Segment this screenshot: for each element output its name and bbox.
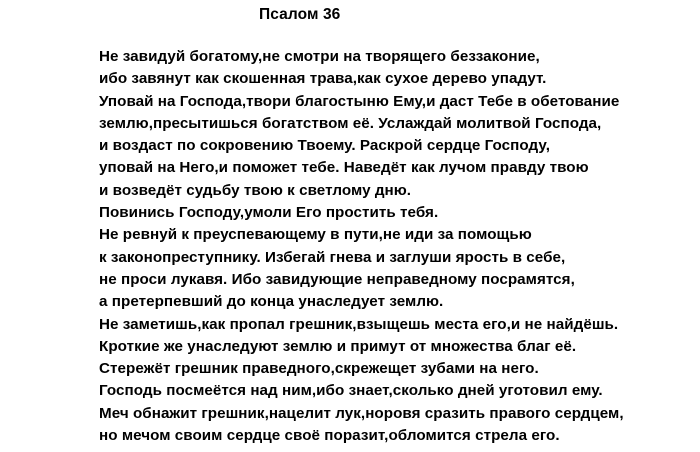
document-title: Псалом 36 [259,6,341,23]
text-line-7: и возведёт судьбу твою к светлому дню. [99,181,412,199]
text-line-11: не проси лукавя. Ибо завидующие неправедному посрамятся, [99,270,575,288]
text-line-8: Повинись Господу,умоли Его простить тебя. [99,204,439,222]
text-line-6: уповай на Него,и поможет тебе. Наведёт как лучом правду твою [99,159,589,177]
text-line-14: Кроткие же унаследуют землю и примут от множества благ её. [99,337,577,355]
psalm-text [99,46,624,447]
text-line-10: к законопреступнику. Избегай гнева и заглуши ярость в себе, [99,248,566,266]
text-line-17: Меч обнажит грешник,нацелит лук,норовя сразить правого сердцем, [99,404,624,422]
text-line-9: Не ревнуй к преуспевающему в пути,не иди за помощью [99,226,532,244]
text-line-18: но мечом своим сердце своё поразит,обломится стрела его. [99,427,560,445]
text-line-3: Уповай на Господа,твори благостыню Ему,и даст Тебе в обетование [99,92,620,110]
text-line-5: и воздаст по сокровению Твоему. Раскрой сердце Господу, [99,137,550,155]
text-line-1: Не завидуй богатому,не смотри на творящего беззаконие, [99,48,540,65]
text-line-12: а претерпевший до конца унаследует землю. [99,293,444,311]
text-line-4: землю,пресытишься богатством её. Услаждай молитвой Господа, [99,114,602,132]
text-line-16: Господь посмеётся над ним,ибо знает,сколько дней уготовил ему. [99,382,603,400]
text-line-13: Не заметишь,как пропал грешник,взыщешь места его,и не найдёшь. [99,315,619,333]
text-line-15: Стережёт грешник праведного,скрежещет зубами на него. [99,360,539,378]
text-line-2: ибо завянут как скошенная трава,как сухое дерево упадут. [99,70,547,88]
